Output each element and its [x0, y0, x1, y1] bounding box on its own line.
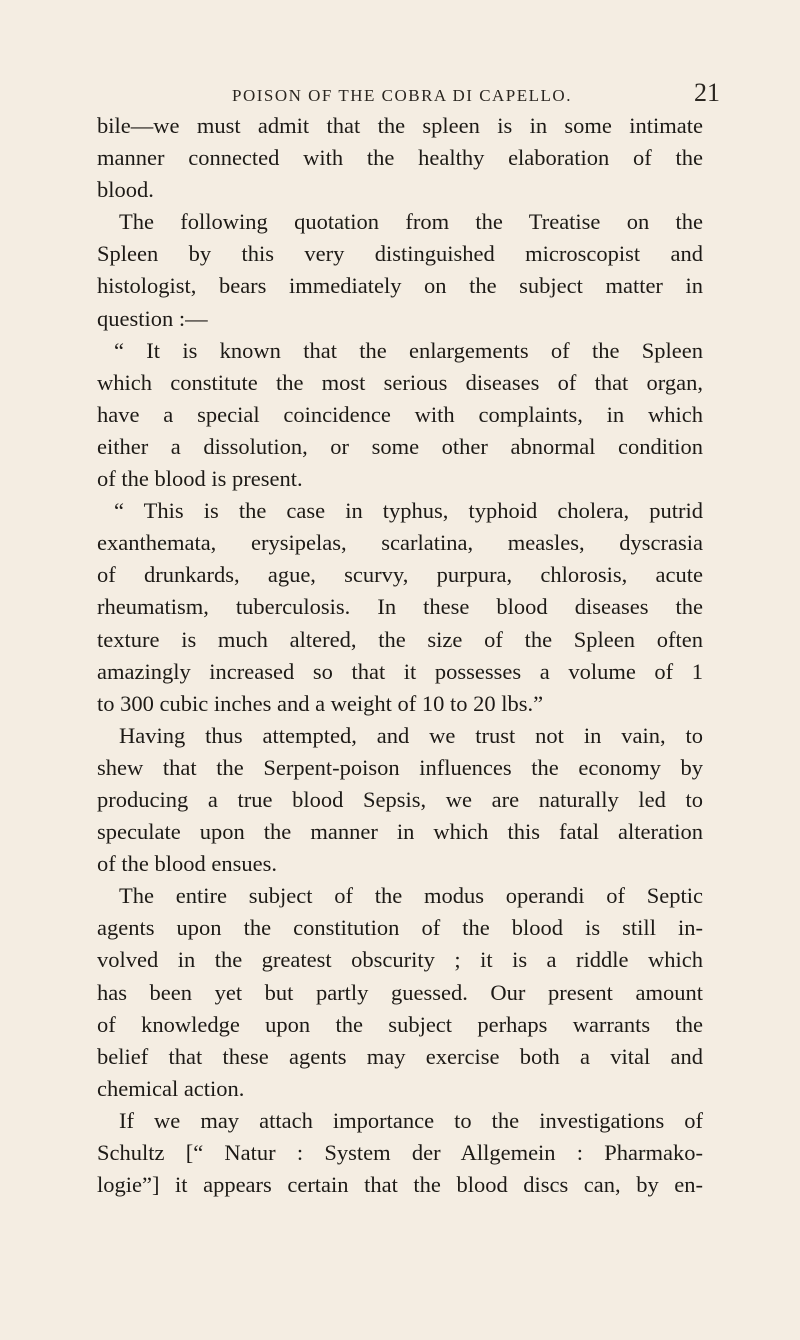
text-line: texture is much altered, the size of the Spleen often	[97, 626, 703, 652]
text-line: either a dissolution, or some other abnormal condition	[97, 433, 703, 459]
running-title: POISON OF THE COBRA DI CAPELLO.	[232, 86, 572, 105]
text-line: volved in the greatest obscurity ; it is a riddle which	[97, 947, 703, 973]
text-line: amazingly increased so that it possesses a volume of 1	[97, 658, 703, 684]
text-line: rheumatism, tuberculosis. In these blood diseases the	[97, 594, 703, 620]
text-line: logie”] it appears certain that the blood discs can, by en-	[97, 1172, 703, 1198]
text-line: belief that these agents may exercise both a vital and	[97, 1043, 703, 1069]
text-line: of the blood ensues.	[97, 851, 277, 877]
text-line: of the blood is present.	[97, 466, 303, 492]
text-line: The following quotation from the Treatise on the	[119, 209, 703, 235]
text-line: “ It is known that the enlargements of the Spleen	[114, 337, 703, 363]
page-number: 21	[694, 78, 720, 107]
text-line: blood.	[97, 177, 154, 203]
text-line: question :—	[97, 305, 208, 331]
text-line: which constitute the most serious diseases of that organ,	[97, 369, 703, 395]
body-text	[97, 110, 703, 1201]
text-line: chemical action.	[97, 1075, 245, 1101]
text-line: agents upon the constitution of the blood is still in-	[97, 915, 703, 941]
text-line: The entire subject of the modus operandi of Septic	[119, 883, 703, 909]
text-line: have a special coincidence with complaints, in which	[97, 401, 703, 427]
text-line: bile—we must admit that the spleen is in some intimate	[97, 113, 703, 138]
text-line: speculate upon the manner in which this fatal alteration	[97, 819, 703, 845]
text-line: of drunkards, ague, scurvy, purpura, chlorosis, acute	[97, 562, 703, 588]
text-line: to 300 cubic inches and a weight of 10 to 20 lbs.”	[97, 690, 544, 716]
text-line: “ This is the case in typhus, typhoid cholera, putrid	[114, 498, 703, 524]
text-line: manner connected with the healthy elaboration of the	[97, 145, 703, 171]
text-line: producing a true blood Sepsis, we are naturally led to	[97, 786, 703, 812]
text-line: Spleen by this very distinguished microscopist and	[97, 241, 703, 267]
text-line: histologist, bears immediately on the subject matter in	[97, 273, 703, 299]
text-line: has been yet but partly guessed. Our present amount	[97, 979, 703, 1005]
text-line: If we may attach importance to the investigations of	[119, 1107, 703, 1133]
text-line: shew that the Serpent-poison influences the economy by	[97, 754, 703, 780]
text-line: of knowledge upon the subject perhaps warrants the	[97, 1011, 703, 1037]
text-line: Schultz [“ Natur : System der Allgemein : Pharmako-	[97, 1140, 703, 1165]
text-line: Having thus attempted, and we trust not in vain, to	[119, 722, 703, 748]
text-line: exanthemata, erysipelas, scarlatina, measles, dyscrasia	[97, 530, 703, 556]
